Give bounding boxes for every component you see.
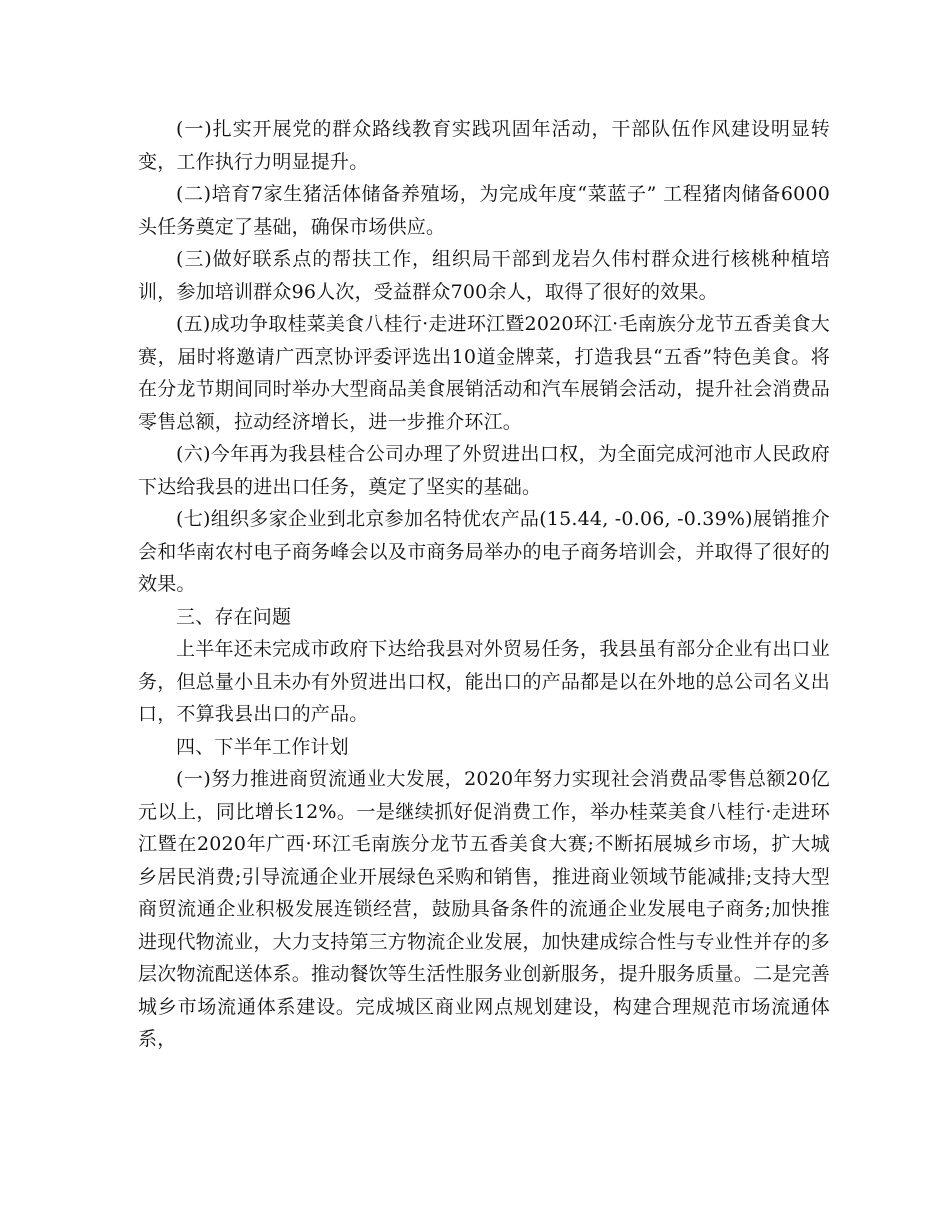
paragraph-plan-commerce: (一)努力推进商贸流通业大发展，2020年努力实现社会消费品零售总额20亿元以上，同比增长12%。一是继续抓好促消费工作，举办桂菜美食八桂行·走进环江暨在2020年广西·环江毛南族分龙节五香美食大赛;不断拓展城乡市场，扩大城乡居民消费;引导流通企业开展绿色采购和销售，推进商业领域节能减排;支持大型商贸流通企业积极发展连锁经营，鼓励具备条件的流通企业发展电子商务;加快推进现代物流业，大力支持第三方物流企业发展，加快建成综合性与专业性并存的多层次物流配送体系。推动餐饮等生活性服务业创新服务，提升服务质量。二是完善城乡市场流通体系建设。完成城区商业网点规划建设，构建合理规范市场流通体系， [138, 768, 830, 1050]
section-heading-problems: 三、存在问题 [176, 605, 292, 628]
paragraph-problems: 上半年还未完成市政府下达给我县对外贸易任务，我县虽有部分企业有出口业务，但总量小且未办有外贸进出口权，能出口的产品都是以在外地的总公司名义出口，不算我县出口的产品。 [138, 638, 830, 725]
section-heading-plan: 四、下半年工作计划 [176, 735, 349, 758]
paragraph-pig-farms: (二)培育7家生猪活体储备养殖场，为完成年度“菜蓝子” 工程猪肉储备6000头任务奠定了基础，确保市场供应。 [138, 183, 830, 238]
paragraph-walnut-training: (三)做好联系点的帮扶工作，组织局干部到龙岩久伟村群众进行核桃种植培训，参加培训群众96人次，受益群众700余人，取得了很好的效果。 [138, 248, 830, 303]
paragraph-trade-rights: (六)今年再为我县桂合公司办理了外贸进出口权，为全面完成河池市人民政府下达给我县的进出口任务，奠定了坚实的基础。 [138, 443, 830, 498]
document-body [138, 113, 830, 1056]
paragraph-beijing-expo: (七)组织多家企业到北京参加名特优农产品(15.44, -0.06, -0.39%)展销推介会和华南农村电子商务峰会以及市商务局举办的电子商务培训会，并取得了很好的效果。 [138, 508, 830, 595]
paragraph-party-activity: (一)扎实开展党的群众路线教育实践巩固年活动，干部队伍作风建设明显转变，工作执行力明显提升。 [138, 118, 830, 173]
paragraph-food-contest: (五)成功争取桂菜美食八桂行·走进环江暨2020环江·毛南族分龙节五香美食大赛，届时将邀请广西烹协评委评选出10道金牌菜，打造我县“五香”特色美食。将在分龙节期间同时举办大型商品美食展销活动和汽车展销会活动，提升社会消费品零售总额，拉动经济增长，进一步推介环江。 [138, 313, 830, 433]
